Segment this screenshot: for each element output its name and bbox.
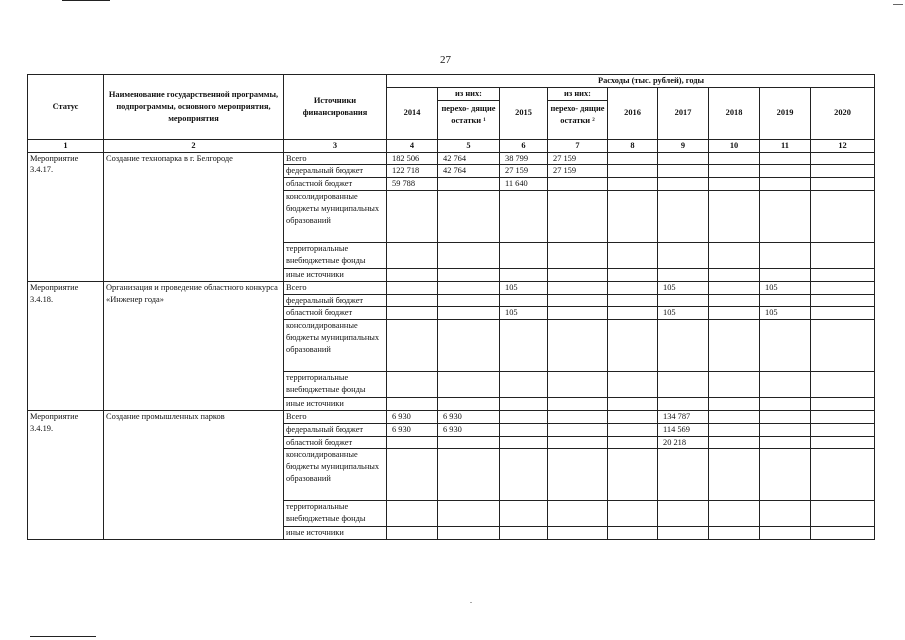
value-cell [548,307,608,320]
scan-speck: . [470,596,472,605]
header-carryover-2: перехо- дящие остатки ² [550,103,605,125]
value-cell [387,372,438,398]
column-number: 2 [104,139,284,152]
value-cell: 105 [760,281,811,294]
value-cell: 27 159 [548,152,608,165]
row-source: федеральный бюджет [284,423,387,436]
value-cell [709,436,760,449]
value-cell [658,527,709,540]
value-cell [709,320,760,372]
value-cell [438,294,500,307]
row-source: областной бюджет [284,178,387,191]
value-cell [438,501,500,527]
value-cell [811,268,875,281]
value-cell [658,190,709,242]
value-cell: 11 640 [500,178,548,191]
header-2018: 2018 [709,87,760,139]
value-cell [387,436,438,449]
value-cell [709,398,760,411]
row-source: территориальные внебюджетные фонды [284,501,387,527]
value-cell [608,501,658,527]
value-cell [658,320,709,372]
value-cell [608,178,658,191]
value-cell: 134 787 [658,410,709,423]
value-cell: 42 764 [438,152,500,165]
expenses-table [27,74,875,540]
value-cell [760,152,811,165]
value-cell [387,449,438,501]
header-2020: 2020 [811,87,875,139]
value-cell [658,165,709,178]
row-name: Создание технопарка в г. Белгороде [104,152,284,281]
value-cell [500,449,548,501]
header-carryover-1-cell [438,87,500,139]
top-rule [62,0,110,1]
value-cell [500,190,548,242]
row-source: иные источники [284,527,387,540]
value-cell [387,501,438,527]
column-number: 12 [811,139,875,152]
value-cell [548,501,608,527]
table-header [28,75,875,153]
value-cell [760,372,811,398]
table-row [28,152,875,165]
value-cell [658,501,709,527]
row-name: Организация и проведение областного конкурса «Инженер года» [104,281,284,410]
value-cell [811,242,875,268]
value-cell [709,190,760,242]
value-cell [709,501,760,527]
header-of-them-1: из них: [438,88,499,101]
value-cell [658,398,709,411]
value-cell [709,449,760,501]
value-cell [760,527,811,540]
column-number: 11 [760,139,811,152]
value-cell: 38 799 [500,152,548,165]
value-cell [548,398,608,411]
value-cell [709,242,760,268]
value-cell [548,449,608,501]
row-source: Всего [284,152,387,165]
value-cell: 27 159 [500,165,548,178]
value-cell [658,372,709,398]
value-cell [500,501,548,527]
column-number: 1 [28,139,104,152]
value-cell [608,165,658,178]
value-cell: 6 930 [438,423,500,436]
value-cell: 105 [760,307,811,320]
header-status: Статус [28,75,104,140]
value-cell: 114 569 [658,423,709,436]
value-cell [709,410,760,423]
value-cell [760,449,811,501]
value-cell [608,281,658,294]
row-name: Создание промышленных парков [104,410,284,539]
header-carryover-1: перехо- дящие остатки ¹ [441,103,496,125]
table-body [28,152,875,540]
value-cell [658,449,709,501]
value-cell [760,165,811,178]
row-source: федеральный бюджет [284,165,387,178]
value-cell: 105 [658,307,709,320]
value-cell [548,372,608,398]
value-cell: 27 159 [548,165,608,178]
value-cell: 6 930 [387,423,438,436]
column-number: 9 [658,139,709,152]
value-cell [387,242,438,268]
header-sources: Источники финансирования [284,75,387,140]
table-row [28,410,875,423]
value-cell: 6 930 [438,410,500,423]
value-cell: 122 718 [387,165,438,178]
value-cell [548,268,608,281]
value-cell [811,178,875,191]
header-expenses: Расходы (тыс. рублей), годы [387,75,875,88]
value-cell [709,268,760,281]
header-of-them-2: из них: [548,88,607,101]
header-name: Наименование государственной программы, подпрограммы, основного мероприятия, мероприятия [104,75,284,140]
row-source: иные источники [284,398,387,411]
header-2014: 2014 [387,87,438,139]
value-cell [548,423,608,436]
value-cell: 6 930 [387,410,438,423]
value-cell [709,294,760,307]
value-cell [500,423,548,436]
row-source: областной бюджет [284,307,387,320]
value-cell [760,178,811,191]
column-number: 3 [284,139,387,152]
value-cell [387,307,438,320]
value-cell [709,178,760,191]
column-number: 4 [387,139,438,152]
value-cell [438,190,500,242]
value-cell [811,423,875,436]
header-2019: 2019 [760,87,811,139]
value-cell [500,242,548,268]
value-cell [438,242,500,268]
value-cell [760,398,811,411]
value-cell [760,436,811,449]
value-cell [760,410,811,423]
value-cell [709,281,760,294]
value-cell [760,294,811,307]
value-cell [500,320,548,372]
value-cell [438,449,500,501]
value-cell [438,436,500,449]
value-cell [760,320,811,372]
value-cell [608,242,658,268]
row-source: Всего [284,410,387,423]
row-source: консолидированные бюджеты муниципальных образований [284,320,387,372]
value-cell [548,190,608,242]
value-cell [438,281,500,294]
value-cell [811,527,875,540]
value-cell [387,398,438,411]
value-cell [548,178,608,191]
value-cell [548,242,608,268]
value-cell [709,527,760,540]
column-number: 6 [500,139,548,152]
row-source: консолидированные бюджеты муниципальных образований [284,190,387,242]
top-right-mark [893,4,903,5]
value-cell [438,398,500,411]
value-cell [387,268,438,281]
value-cell [438,307,500,320]
header-carryover-2-cell [548,87,608,139]
value-cell [500,398,548,411]
value-cell [608,372,658,398]
value-cell [658,268,709,281]
value-cell [811,190,875,242]
value-cell [811,281,875,294]
row-source: иные источники [284,268,387,281]
value-cell [608,410,658,423]
value-cell: 182 506 [387,152,438,165]
header-2017: 2017 [658,87,709,139]
value-cell [811,294,875,307]
row-source: Всего [284,281,387,294]
row-source: территориальные внебюджетные фонды [284,372,387,398]
value-cell [500,410,548,423]
value-cell [760,423,811,436]
value-cell [500,527,548,540]
value-cell [709,152,760,165]
column-number: 10 [709,139,760,152]
value-cell [658,242,709,268]
value-cell [548,281,608,294]
value-cell [608,307,658,320]
value-cell [438,178,500,191]
value-cell [548,294,608,307]
row-source: областной бюджет [284,436,387,449]
value-cell [438,320,500,372]
value-cell [438,372,500,398]
value-cell [811,449,875,501]
value-cell [608,449,658,501]
value-cell [760,242,811,268]
value-cell [811,410,875,423]
value-cell [709,307,760,320]
value-cell [760,190,811,242]
value-cell [811,152,875,165]
column-number: 5 [438,139,500,152]
value-cell: 20 218 [658,436,709,449]
column-number-row [28,139,875,152]
value-cell [548,410,608,423]
value-cell [608,398,658,411]
footnote-rule [30,636,96,637]
column-number: 7 [548,139,608,152]
value-cell [500,372,548,398]
value-cell [608,268,658,281]
table-row [28,281,875,294]
value-cell [811,501,875,527]
value-cell [548,320,608,372]
value-cell: 105 [500,281,548,294]
value-cell [811,398,875,411]
row-source: консолидированные бюджеты муниципальных образований [284,449,387,501]
value-cell: 59 788 [387,178,438,191]
value-cell: 42 764 [438,165,500,178]
row-status: Мероприятие 3.4.19. [28,410,104,539]
value-cell [608,527,658,540]
value-cell [548,527,608,540]
value-cell [387,281,438,294]
value-cell [438,527,500,540]
header-2015: 2015 [500,87,548,139]
value-cell [608,423,658,436]
row-source: федеральный бюджет [284,294,387,307]
value-cell [608,294,658,307]
row-status: Мероприятие 3.4.17. [28,152,104,281]
value-cell [500,436,548,449]
value-cell [811,372,875,398]
value-cell [658,178,709,191]
value-cell [709,372,760,398]
value-cell [608,152,658,165]
value-cell [658,294,709,307]
value-cell [387,527,438,540]
value-cell [608,190,658,242]
row-source: территориальные внебюджетные фонды [284,242,387,268]
value-cell [709,423,760,436]
value-cell [760,268,811,281]
value-cell: 105 [658,281,709,294]
value-cell [548,436,608,449]
header-2016: 2016 [608,87,658,139]
value-cell [608,436,658,449]
page-number: 27 [440,54,451,66]
value-cell: 105 [500,307,548,320]
value-cell [387,320,438,372]
value-cell [608,320,658,372]
value-cell [500,268,548,281]
value-cell [709,165,760,178]
value-cell [387,294,438,307]
value-cell [760,501,811,527]
value-cell [438,268,500,281]
value-cell [811,320,875,372]
value-cell [811,165,875,178]
value-cell [500,294,548,307]
value-cell [811,436,875,449]
value-cell [658,152,709,165]
column-number: 8 [608,139,658,152]
row-status: Мероприятие 3.4.18. [28,281,104,410]
value-cell [811,307,875,320]
value-cell [387,190,438,242]
